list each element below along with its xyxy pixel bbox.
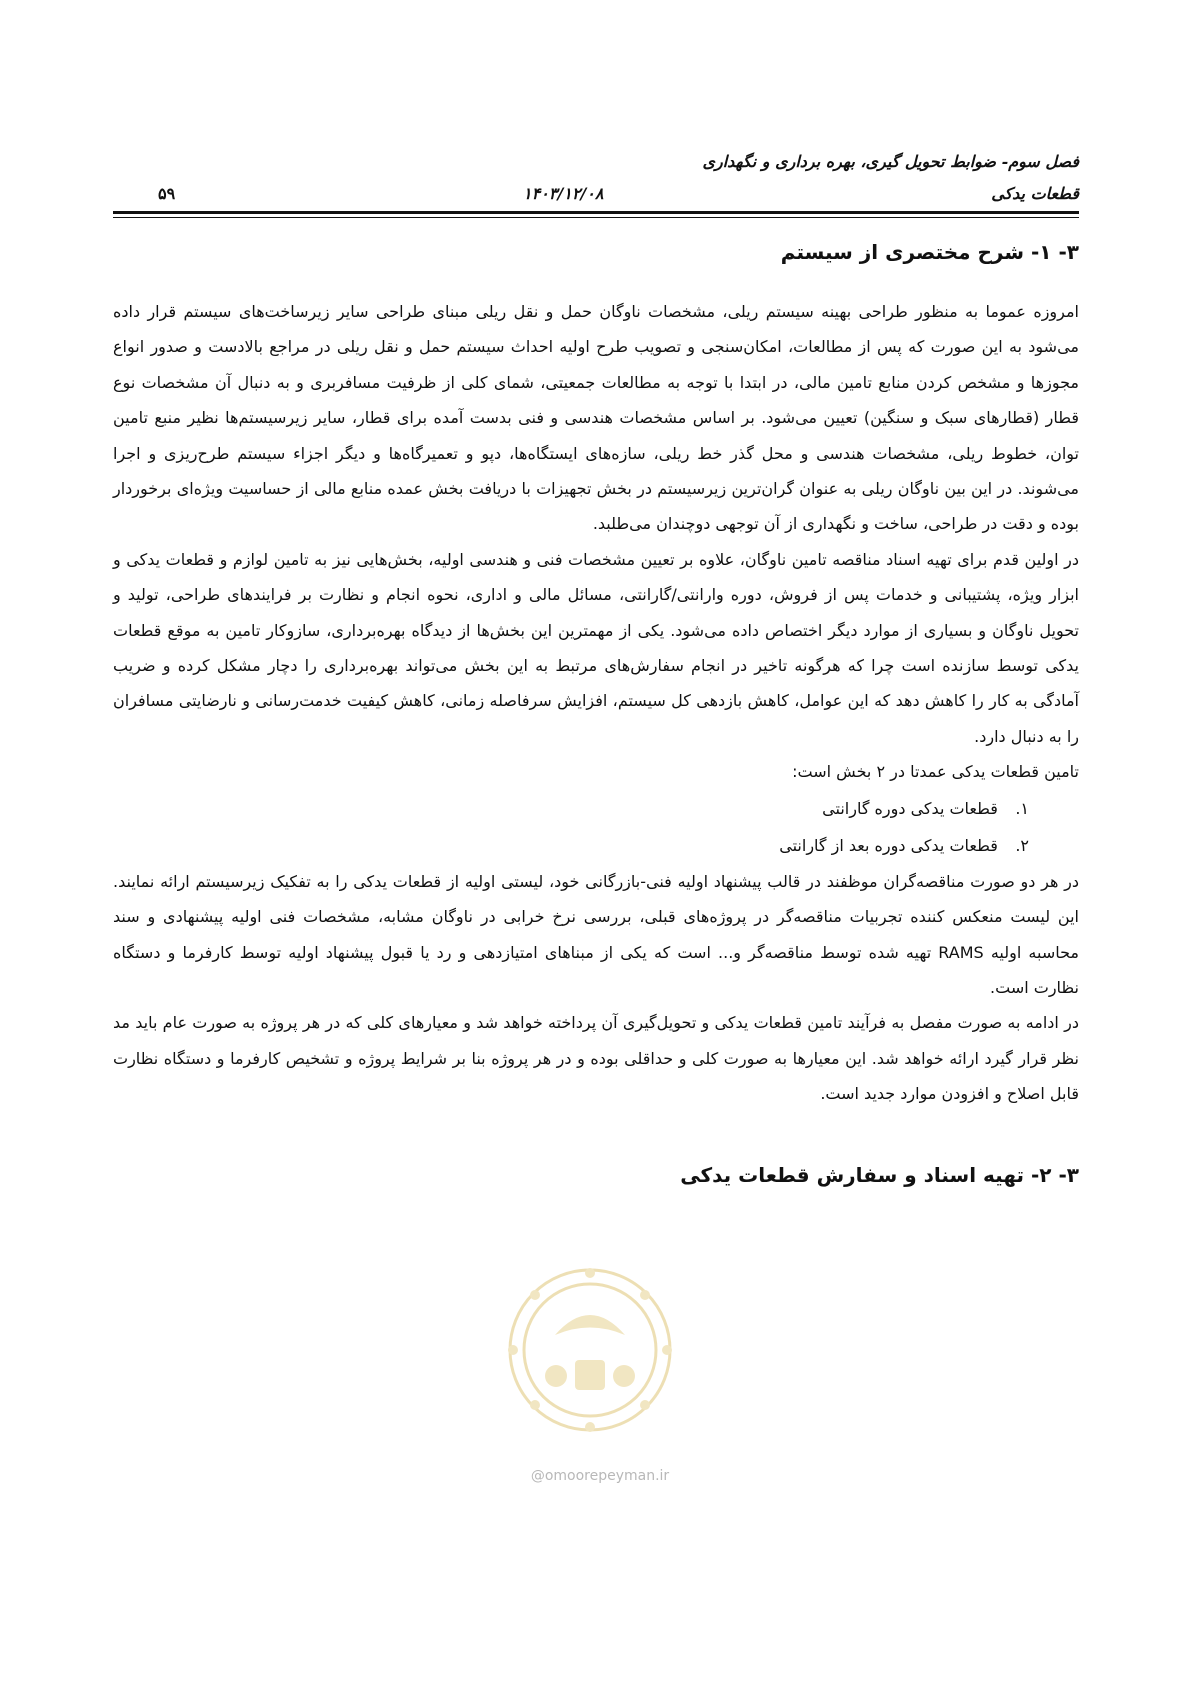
body-paragraph: تامین قطعات یدکی عمدتا در ۲ بخش است:	[792, 762, 1079, 782]
header-rule-thick	[113, 211, 1079, 214]
list-item	[113, 827, 1029, 864]
body-paragraph: امروزه عموما به منظور طراحی بهینه سیستم ریلی، مشخصات ناوگان حمل و نقل ریلی مبنای طراحی سایر زیرساخت‌های سیستم قرار داده می‌شود به این صورت که پس از مطالعات، امکان‌سنجی و تصویب طرح اولیه احداث سیستم حمل و نقل ریلی در مراجع بالادست و صدور انواع مجوزها و مشخص کردن منابع تامین مالی، در ابتدا با توجه به مطالعات جمعیتی، شمای کلی از ظرفیت مسافربری و به دنبال آن مشخصات نوع قطار (قطارهای سبک و سنگین) تعیین می‌شود. بر اساس مشخصات هندسی و فنی بدست آمده برای قطار، سایر زیرسیستم‌ها نظیر منبع تامین توان، خطوط ریلی، مشخصات هندسی و محل گذر خط ریلی، سازه‌های ایستگاه‌ها، دپو و تعمیرگاه‌ها و دیگر اجزاء سیستم طرح‌ریزی و اجرا می‌شوند. در این بین ناوگان ریلی به عنوان گران‌ترین زیرسیستم در بخش تجهیزات با دریافت بخش عمده منابع مالی از حساسیت ویژه‌ای برخوردار بوده و دقت در طراحی، ساخت و نگهداری از آن توجهی دوچندان می‌طلبد.	[113, 302, 1079, 534]
body-paragraph: در اولین قدم برای تهیه اسناد مناقصه تامین ناوگان، علاوه بر تعیین مشخصات فنی و هندسی اولیه، بخش‌هایی نیز به تامین لوازم و قطعات یدکی و ابزار ویژه، پشتیبانی و خدمات پس از فروش، دوره وارانتی/گارانتی، مسائل مالی و اداری، نحوه انجام و نظارت بر فرایندهای طراحی، تولید و تحویل ناوگان و بسیاری از موارد دیگر اختصاص داده می‌شود. یکی از مهمترین این بخش‌ها از دیدگاه بهره‌برداری، سازوکار تامین به موقع قطعات یدکی توسط سازنده است چرا که هرگونه تاخیر در انجام سفارش‌های مرتبط به این بخش می‌تواند بهره‌برداری را دچار مشکل کرده و ضریب آمادگی به کار را کاهش دهد که این عوامل، کاهش بازدهی کل سیستم، افزایش سرفاصله زمانی، کاهش کیفیت خدمت‌رسانی و نارضایتی مسافران را به دنبال دارد.	[113, 549, 1079, 746]
heading-spacer	[113, 272, 1079, 278]
list-item-text: قطعات یدکی دوره بعد از گارانتی	[779, 835, 998, 855]
chapter-subtitle: قطعات یدکی	[991, 184, 1079, 203]
section-heading: ۳- ۲- تهیه اسناد و سفارش قطعات یدکی	[680, 1162, 1079, 1187]
page-number: ۵۹	[158, 184, 176, 203]
body-paragraph: در هر دو صورت مناقصه‌گران موظفند در قالب پیشنهاد اولیه فنی-بازرگانی خود، لیستی اولیه از قطعات یدکی را به تفکیک زیرسیستم ارائه نمایند. این لیست منعکس کننده تجربیات مناقصه‌گر در پروژه‌های قبلی، بررسی نرخ خرابی در ناوگان مشابه، مشخصات فنی اولیه پیشنهادی و سند محاسبه اولیه RAMS تهیه شده توسط مناقصه‌گر و... است که یکی از مبناهای امتیازدهی و رد یا قبول پیشنهاد اولیه توسط کارفرما و دستگاه نظارت است.	[113, 871, 1079, 997]
watermark-url: @omoorepeyman.ir	[530, 1468, 670, 1484]
list-item-number: ۱.	[1015, 798, 1029, 818]
parts-list	[113, 790, 1079, 864]
header-date: ۱۴۰۳/۱۲/۰۸	[523, 184, 604, 203]
chapter-title: فصل سوم- ضوابط تحویل گیری، بهره برداری و نگهداری	[702, 152, 1079, 171]
watermark-logo	[505, 1265, 675, 1435]
list-item-number: ۲.	[1015, 835, 1029, 855]
list-item-text: قطعات یدکی دوره گارانتی	[822, 798, 998, 818]
header-rule-thin	[113, 217, 1079, 218]
page-header	[113, 150, 1079, 210]
section-heading: ۳- ۱- شرح مختصری از سیستم	[780, 240, 1079, 264]
body-paragraph: در ادامه به صورت مفصل به فرآیند تامین قطعات یدکی و تحویل‌گیری آن پرداخته خواهد شد و معیارهای کلی که در هر پروژه به صورت عام باید مد نظر قرار گیرد ارائه خواهد شد. این معیارها به صورت کلی و حداقلی بوده و در هر پروژه بنا بر شرایط پروژه و تشخیص کارفرما و دستگاه نظارت قابل اصلاح و افزودن موارد جدید است.	[113, 1013, 1079, 1104]
list-item	[113, 790, 1029, 827]
page-content	[113, 232, 1079, 1195]
